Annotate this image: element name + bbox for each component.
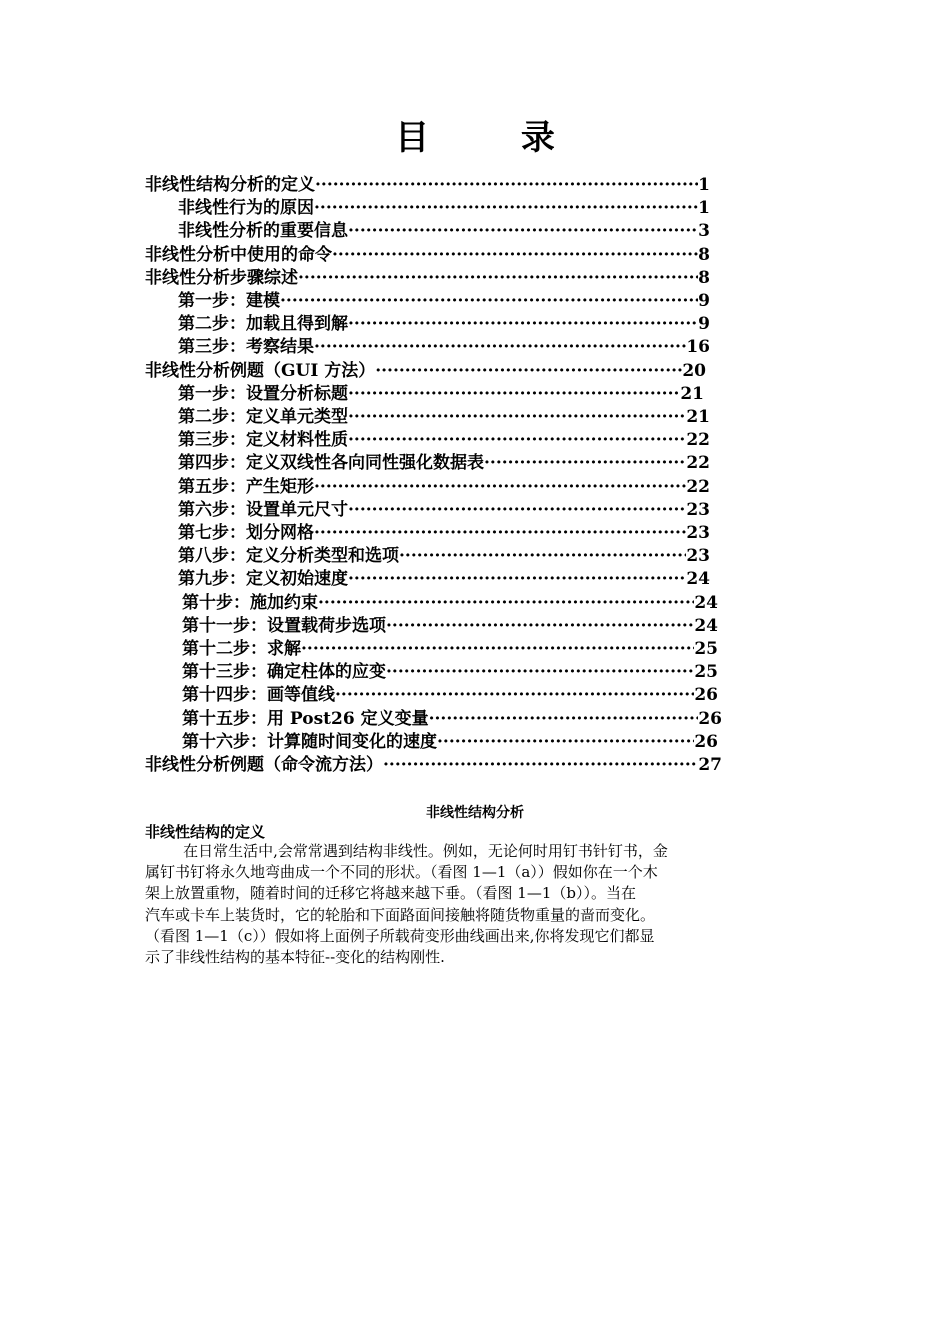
- toc-entry[interactable]: [145, 244, 710, 267]
- toc-entry[interactable]: [178, 197, 710, 220]
- toc-entry-page: 21: [686, 407, 710, 427]
- toc-leader-dots: [318, 592, 694, 615]
- toc-leader-dots: [399, 545, 686, 568]
- toc-leader-dots: [375, 360, 682, 383]
- toc-entry-label: 第十六步：计算随时间变化的速度: [182, 731, 437, 752]
- paragraph-line: 属钉书钉将永久地弯曲成一个不同的形状。（看图 1—1（a））假如你在一个木: [145, 863, 658, 882]
- toc-entry-label: 第十一步：设置载荷步选项: [182, 615, 386, 636]
- toc-entry[interactable]: [178, 568, 710, 591]
- toc-entry-label: 第十五步：用 Post26 定义变量: [182, 708, 429, 729]
- toc-entry-page: 1: [698, 175, 710, 195]
- toc-entry-label: 第二步：定义单元类型: [178, 407, 348, 427]
- toc-entry[interactable]: [178, 499, 710, 522]
- toc-title: 目 录: [395, 118, 595, 158]
- toc-leader-dots: [348, 499, 686, 522]
- toc-leader-dots: [314, 476, 686, 499]
- toc-entry[interactable]: [178, 476, 710, 499]
- toc-entry-label: 第十步：施加约束: [182, 592, 318, 613]
- toc-leader-dots: [332, 244, 698, 267]
- toc-entry-label: 第一步：设置分析标题: [178, 383, 348, 404]
- toc-entry-page: 3: [698, 221, 710, 242]
- toc-entry[interactable]: [182, 684, 718, 707]
- toc-entry-page: 25: [694, 639, 718, 659]
- toc-entry-page: 27: [698, 755, 722, 775]
- toc-leader-dots: [280, 290, 698, 313]
- toc-entry-label: 第五步：产生矩形: [178, 476, 314, 497]
- toc-entry-page: 24: [694, 615, 718, 636]
- toc-leader-dots: [348, 406, 686, 429]
- toc-entry-page: 25: [694, 662, 718, 683]
- toc-entry-label: 第三步：定义材料性质: [178, 430, 348, 451]
- toc-entry-page: 22: [686, 476, 710, 497]
- toc-entry-page: 26: [694, 685, 718, 706]
- toc-entry-page: 21: [680, 383, 704, 404]
- toc-entry[interactable]: [182, 731, 718, 754]
- section-heading: 非线性结构分析: [426, 805, 524, 821]
- toc-leader-dots: [348, 220, 698, 243]
- toc-entry-label: 非线性行为的原因: [178, 198, 314, 219]
- toc-entry-page: 8: [698, 267, 710, 288]
- toc-entry-label: 非线性分析例题（命令流方法）: [145, 755, 383, 775]
- toc-entry[interactable]: [182, 615, 718, 638]
- paragraph-line: （看图 1—1（c））假如将上面例子所载荷变形曲线画出来,你将发现它们都显: [145, 926, 655, 945]
- paragraph-line: 示了非线性结构的基本特征--变化的结构刚性.: [145, 948, 445, 967]
- toc-entry-page: 1: [698, 198, 710, 219]
- toc-leader-dots: [335, 684, 694, 707]
- paragraph-line: 在日常生活中,会常常遇到结构非线性。例如，无论何时用钉书针钉书，金: [145, 842, 668, 860]
- toc-leader-dots: [386, 615, 694, 638]
- toc-entry-label: 非线性结构分析的定义: [145, 175, 315, 195]
- toc-entry-label: 第十二步：求解: [182, 639, 301, 659]
- toc-leader-dots: [429, 708, 699, 731]
- toc-entry[interactable]: [182, 708, 722, 731]
- paragraph-line: 架上放置重物，随着时间的迁移它将越来越下垂。（看图 1—1（b））。当在: [145, 884, 636, 903]
- toc-entry[interactable]: [145, 174, 710, 197]
- toc-entry-page: 26: [694, 731, 718, 752]
- toc-leader-dots: [298, 267, 698, 290]
- toc-entry-page: 24: [686, 569, 710, 590]
- toc-entry-page: 9: [698, 314, 710, 335]
- toc-entry-label: 第四步：定义双线性各向同性强化数据表: [178, 453, 484, 474]
- toc-leader-dots: [314, 336, 686, 359]
- toc-entry[interactable]: [178, 383, 704, 406]
- toc-entry[interactable]: [178, 313, 710, 336]
- toc-entry-label: 第六步：设置单元尺寸: [178, 499, 348, 520]
- toc-entry-label: 非线性分析中使用的命令: [145, 244, 332, 265]
- toc-leader-dots: [348, 568, 686, 591]
- toc-leader-dots: [314, 197, 698, 220]
- toc-entry[interactable]: [182, 592, 718, 615]
- toc-entry[interactable]: [178, 452, 710, 475]
- toc-entry-label: 第七步：划分网格: [178, 523, 314, 543]
- paragraph-line: 汽车或卡车上装货时，它的轮胎和下面路面间接触将随货物重量的啬而变化。: [145, 905, 656, 924]
- toc-entry[interactable]: [145, 754, 722, 777]
- toc-entry[interactable]: [182, 638, 718, 661]
- toc-entry-label: 第三步：考察结果: [178, 337, 314, 358]
- toc-entry[interactable]: [178, 522, 710, 545]
- toc-leader-dots: [348, 429, 686, 452]
- toc-entry[interactable]: [145, 360, 706, 383]
- sub-heading: 非线性结构的定义: [145, 823, 266, 841]
- toc-entry[interactable]: [178, 429, 710, 452]
- toc-entry[interactable]: [178, 336, 710, 359]
- toc-entry-page: 23: [686, 499, 710, 520]
- body-paragraph: [145, 841, 725, 968]
- toc-leader-dots: [348, 383, 680, 406]
- toc-entry-page: 24: [694, 592, 718, 613]
- toc-leader-dots: [383, 754, 698, 777]
- toc-leader-dots: [484, 452, 686, 475]
- toc-entry-page: 26: [698, 708, 722, 729]
- toc-leader-dots: [315, 174, 698, 197]
- toc-entry[interactable]: [145, 267, 710, 290]
- toc-leader-dots: [301, 638, 694, 661]
- toc-entry-page: 20: [682, 360, 706, 381]
- toc-entry-page: 22: [686, 453, 710, 474]
- toc-entry[interactable]: [178, 220, 710, 243]
- toc-leader-dots: [314, 522, 686, 545]
- toc-entry[interactable]: [178, 545, 710, 568]
- toc-leader-dots: [437, 731, 694, 754]
- toc-leader-dots: [348, 313, 698, 336]
- toc-entry-page: 22: [686, 430, 710, 451]
- toc-entry[interactable]: [178, 290, 710, 313]
- toc-entry-page: 8: [698, 244, 710, 265]
- toc-entry-label: 第一步：建模: [178, 291, 280, 311]
- toc-entry-label: 第二步：加载且得到解: [178, 314, 348, 335]
- toc-entry-label: 第十四步：画等值线: [182, 685, 335, 706]
- toc-entry[interactable]: [182, 661, 718, 684]
- toc-entry-label: 第十三步：确定柱体的应变: [182, 662, 386, 683]
- toc-leader-dots: [386, 661, 694, 684]
- toc-entry-page: 23: [686, 546, 710, 567]
- toc-entry-label: 第八步：定义分析类型和选项: [178, 546, 399, 567]
- toc-entry-label: 第九步：定义初始速度: [178, 569, 348, 590]
- toc-entry-page: 9: [698, 291, 710, 311]
- toc-entry[interactable]: [178, 406, 710, 429]
- toc-entry-label: 非线性分析的重要信息: [178, 221, 348, 242]
- toc-entry-label: 非线性分析步骤综述: [145, 267, 298, 288]
- toc-entry-page: 23: [686, 523, 710, 543]
- toc-entry-page: 16: [686, 337, 710, 358]
- toc-entry-label: 非线性分析例题（GUI 方法）: [145, 360, 376, 381]
